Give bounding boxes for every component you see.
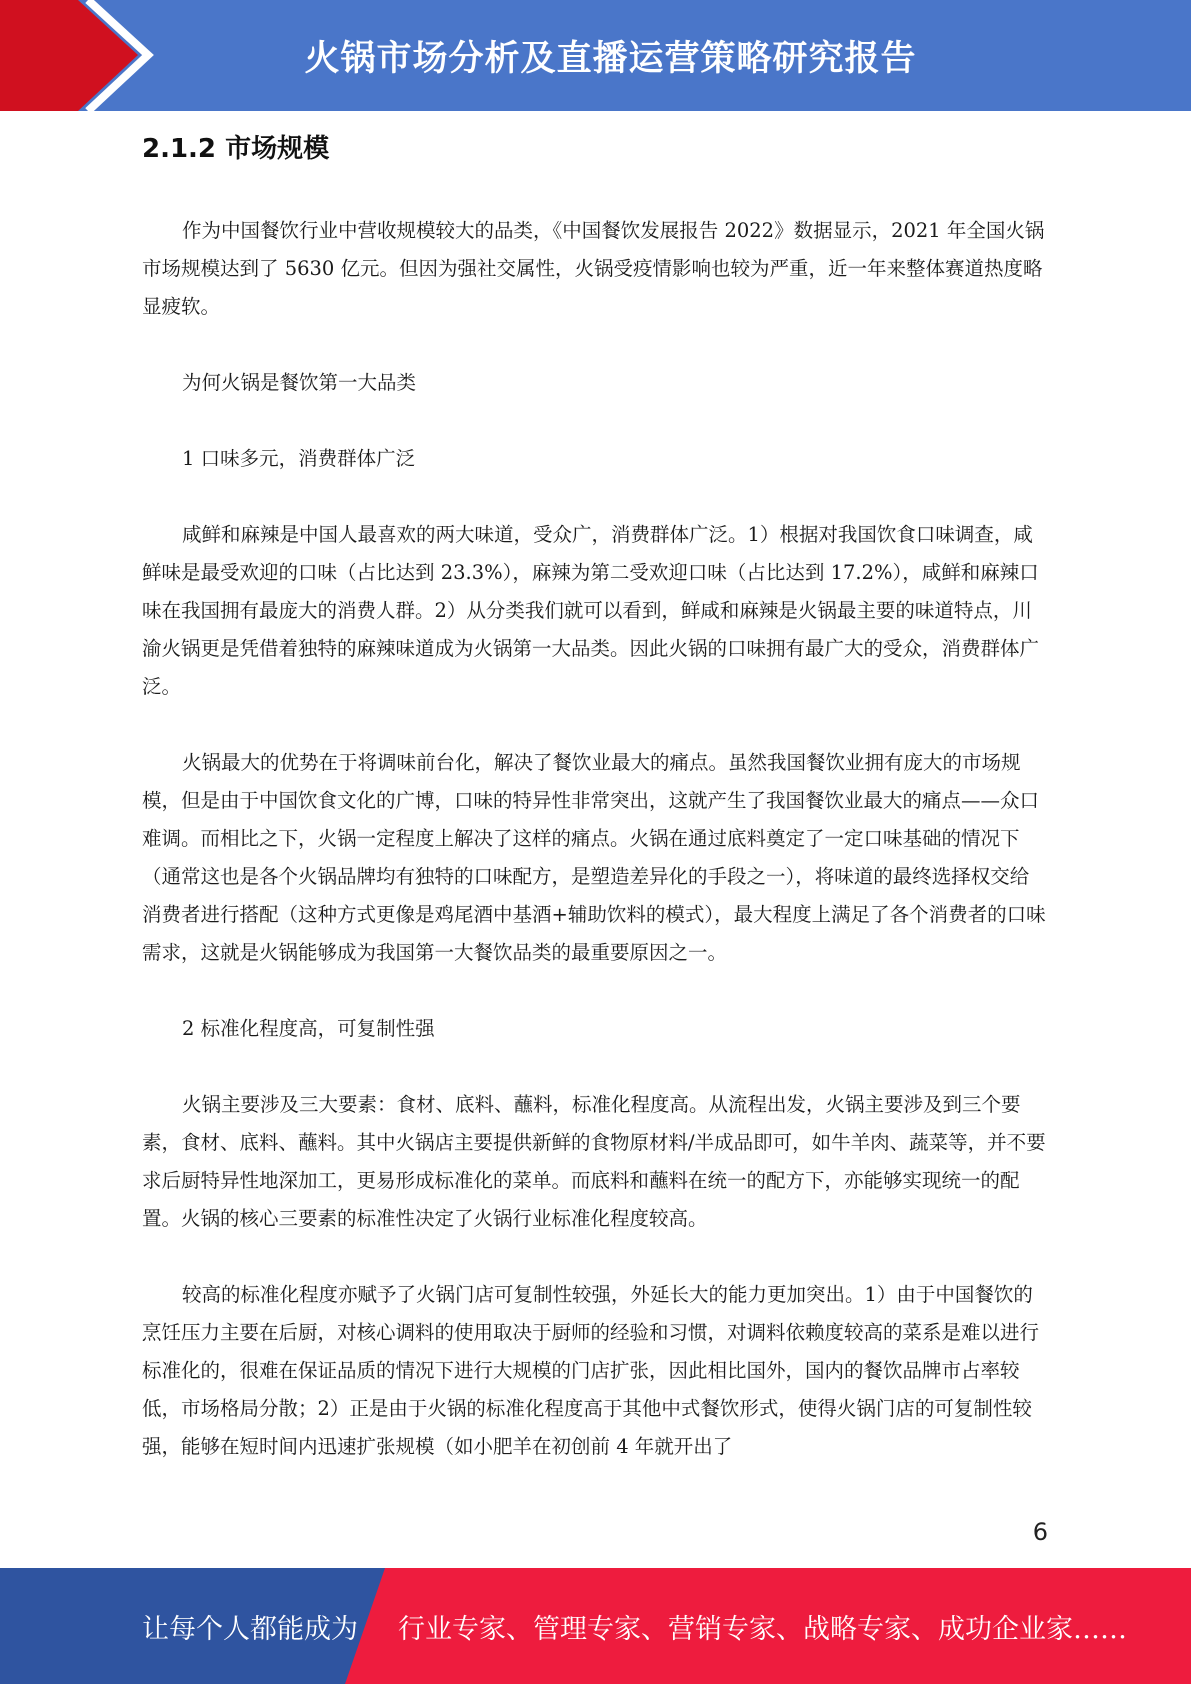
page-header xyxy=(0,0,1191,111)
paragraph-market-size: 作为中国餐饮行业中营收规模较大的品类，《中国餐饮发展报告 2022》数据显示，2021 年全国火锅市场规模达到了 5630 亿元。但因为强社交属性，火锅受疫情影响也较为严重，近一年来整体赛道热度略显疲软。 xyxy=(142,219,1045,318)
paragraph-point-1: 1 口味多元，消费群体广泛 xyxy=(182,447,416,470)
footer-slogan-right: 行业专家、管理专家、营销专家、战略专家、成功企业家…… xyxy=(398,1613,1127,1645)
paragraph-subheading-why: 为何火锅是餐饮第一大品类 xyxy=(182,371,417,394)
report-title: 火锅市场分析及直播运营策略研究报告 xyxy=(304,38,917,79)
red-chevron-decoration xyxy=(0,0,160,111)
paragraph-point-2: 2 标准化程度高，可复制性强 xyxy=(182,1017,435,1040)
body-text xyxy=(142,212,1047,1466)
paragraph-replicability: 较高的标准化程度亦赋予了火锅门店可复制性较强，外延长大的能力更加突出。1）由于中国餐饮的烹饪压力主要在后厨，对核心调料的使用取决于厨师的经验和习惯，对调料依赖度较高的菜系是难以进行标准化的，很难在保证品质的情况下进行大规模的门店扩张，因此相比国外，国内的餐饮品牌市占率较低，市场格局分散；2）正是由于火锅的标准化程度高于其他中式餐饮形式，使得火锅门店的可复制性较强，能够在短时间内迅速扩张规模（如小肥羊在初创前 4 年就开出了 xyxy=(142,1283,1040,1458)
paragraph-taste: 咸鲜和麻辣是中国人最喜欢的两大味道，受众广，消费群体广泛。1）根据对我国饮食口味调查，咸鲜味是最受欢迎的口味（占比达到 23.3%），麻辣为第二受欢迎口味（占比达到 17.2%），咸鲜和麻辣口味在我国拥有最庞大的消费人群。2）从分类我们就可以看到，鲜咸和麻辣是火锅最主要的味道特点，川渝火锅更是凭借着独特的麻辣味道成为火锅第一大品类。因此火锅的口味拥有最广大的受众，消费群体广泛。 xyxy=(142,523,1040,698)
footer-slogan-left: 让每个人都能成为 xyxy=(142,1613,358,1645)
page-footer xyxy=(0,1568,1191,1684)
paragraph-advantage: 火锅最大的优势在于将调味前台化，解决了餐饮业最大的痛点。虽然我国餐饮业拥有庞大的市场规模，但是由于中国饮食文化的广博，口味的特异性非常突出，这就产生了我国餐饮业最大的痛点——众口难调。而相比之下，火锅一定程度上解决了这样的痛点。火锅在通过底料奠定了一定口味基础的情况下（通常这也是各个火锅品牌均有独特的口味配方，是塑造差异化的手段之一），将味道的最终选择权交给消费者进行搭配（这种方式更像是鸡尾酒中基酒+辅助饮料的模式），最大程度上满足了各个消费者的口味需求，这就是火锅能够成为我国第一大餐饮品类的最重要原因之一。 xyxy=(142,751,1046,964)
paragraph-elements: 火锅主要涉及三大要素：食材、底料、蘸料，标准化程度高。从流程出发，火锅主要涉及到三个要素，食材、底料、蘸料。其中火锅店主要提供新鲜的食物原材料/半成品即可，如牛羊肉、蔬菜等，并不要求后厨特异性地深加工，更易形成标准化的菜单。而底料和蘸料在统一的配方下，亦能够实现统一的配置。火锅的核心三要素的标准性决定了火锅行业标准化程度较高。 xyxy=(142,1093,1046,1230)
section-heading: 2.1.2 市场规模 xyxy=(142,134,330,164)
page-number: 6 xyxy=(1032,1518,1048,1546)
